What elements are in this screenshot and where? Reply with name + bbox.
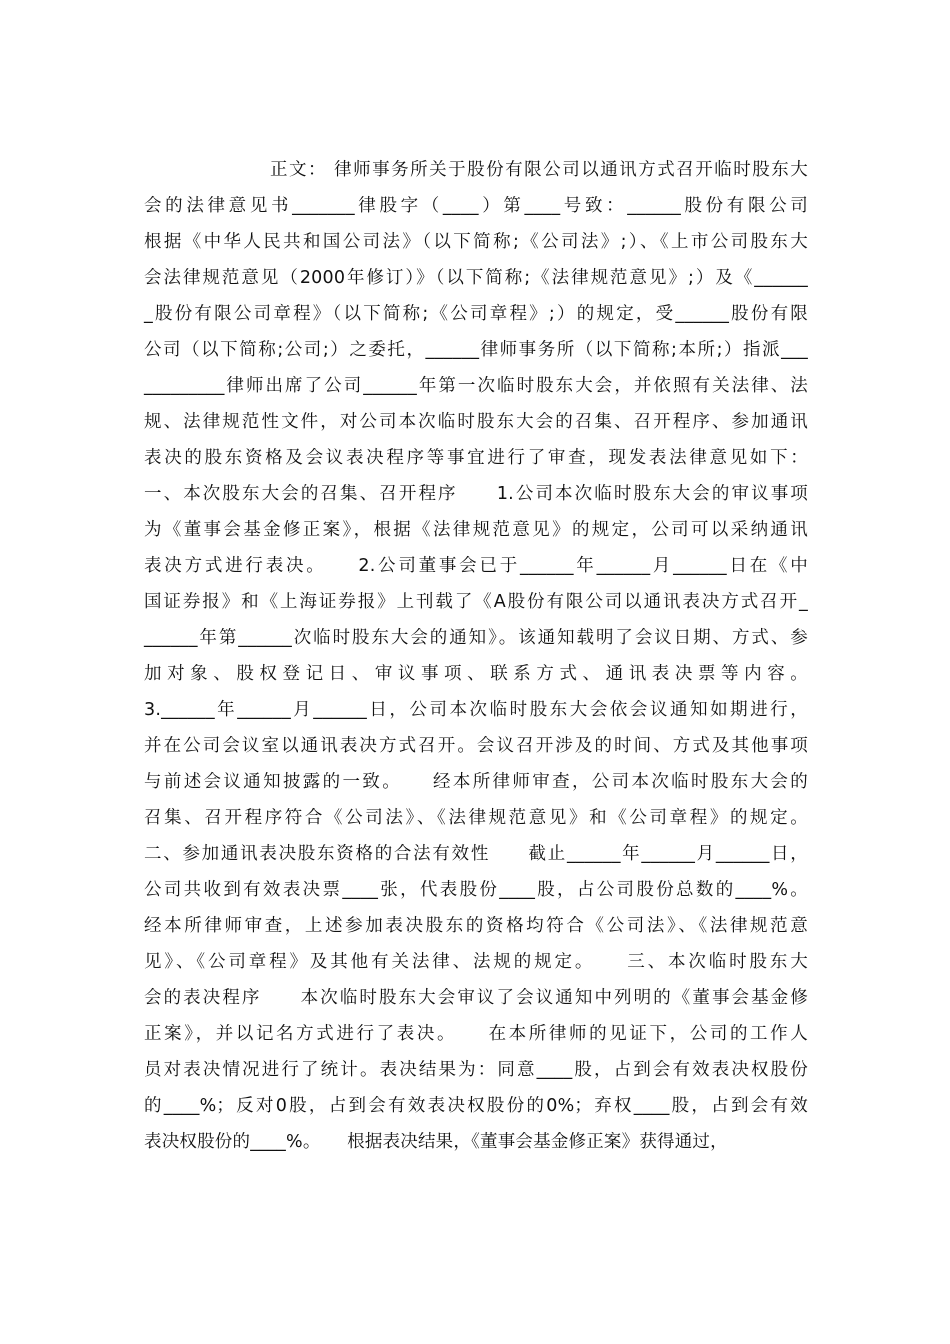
text-line: 经本所律师审查，上述参加表决股东的资格均符合《公司法》、《法律规范意 xyxy=(144,916,808,936)
text-line: 表决权股份的____%。 根据表决结果，《董事会基金修正案》获得通过， xyxy=(144,1132,728,1152)
text-line: 规、法律规范性文件，对公司本次临时股东大会的召集、召开程序、参加通讯 xyxy=(144,412,808,432)
text-line: 见》、《公司章程》及其他有关法律、法规的规定。 三、本次临时股东大 xyxy=(144,952,808,972)
text-line: 会的表决程序 本次临时股东大会审议了会议通知中列明的《董事会基金修 xyxy=(144,988,808,1008)
text-line: 为《董事会基金修正案》，根据《法律规范意见》的规定，公司可以采纳通讯 xyxy=(144,520,808,540)
text-line: _股份有限公司章程》（以下简称;《公司章程》;）的规定，受______股份有限 xyxy=(144,304,808,324)
text-line: 3.______年______月______日，公司本次临时股东大会依会议通知如期进行， xyxy=(144,700,808,720)
text-line: _________律师出席了公司______年第一次临时股东大会，并依照有关法律、法 xyxy=(144,376,808,396)
text-line: 公司共收到有效表决票____张，代表股份____股，占公司股份总数的____%。 xyxy=(144,880,808,900)
text-line: 与前述会议通知披露的一致。 经本所律师审查，公司本次临时股东大会的 xyxy=(144,772,808,792)
text-line: 并在公司会议室以通讯表决方式召开。会议召开涉及的时间、方式及其他事项 xyxy=(144,736,808,756)
text-line: 国证券报》和《上海证券报》上刊载了《A股份有限公司以通讯表决方式召开_ xyxy=(144,592,808,612)
text-line: 召集、召开程序符合《公司法》、《法律规范意见》和《公司章程》的规定。 xyxy=(144,808,808,828)
text-line: 的____%；反对0股，占到会有效表决权股份的0%；弃权____股，占到会有效 xyxy=(144,1096,808,1116)
text-line: 根据《中华人民共和国公司法》（以下简称;《公司法》;）、《上市公司股东大 xyxy=(144,232,808,252)
text-line: 二、参加通讯表决股东资格的合法有效性 截止______年______月______日， xyxy=(144,844,808,864)
text-line: 正案》，并以记名方式进行了表决。 在本所律师的见证下，公司的工作人 xyxy=(144,1024,808,1044)
text-line: ______年第______次临时股东大会的通知》。该通知载明了会议日期、方式、参 xyxy=(144,628,808,648)
text-line: 正文： 律师事务所关于股份有限公司以通讯方式召开临时股东大 xyxy=(270,160,808,180)
text-line: 加对象、股权登记日、审议事项、联系方式、通讯表决票等内容。 xyxy=(144,664,808,684)
text-line: 表决的股东资格及会议表决程序等事宜进行了审查，现发表法律意见如下： xyxy=(144,448,808,468)
text-line: 会的法律意见书_______律股字（____）第____号致：______股份有限公司 xyxy=(144,196,808,216)
text-line: 员对表决情况进行了统计。表决结果为：同意____股，占到会有效表决权股份 xyxy=(144,1060,808,1080)
legal-opinion-body xyxy=(144,152,808,1160)
text-line: 一、本次股东大会的召集、召开程序 1.公司本次临时股东大会的审议事项 xyxy=(144,484,808,504)
text-line: 公司（以下简称;公司;）之委托，______律师事务所（以下简称;本所;）指派___ xyxy=(144,340,808,360)
text-line: 表决方式进行表决。 2.公司董事会已于______年______月______日在《中 xyxy=(144,556,808,576)
text-line: 会法律规范意见（2000年修订）》（以下简称;《法律规范意见》;）及《______ xyxy=(144,268,808,288)
